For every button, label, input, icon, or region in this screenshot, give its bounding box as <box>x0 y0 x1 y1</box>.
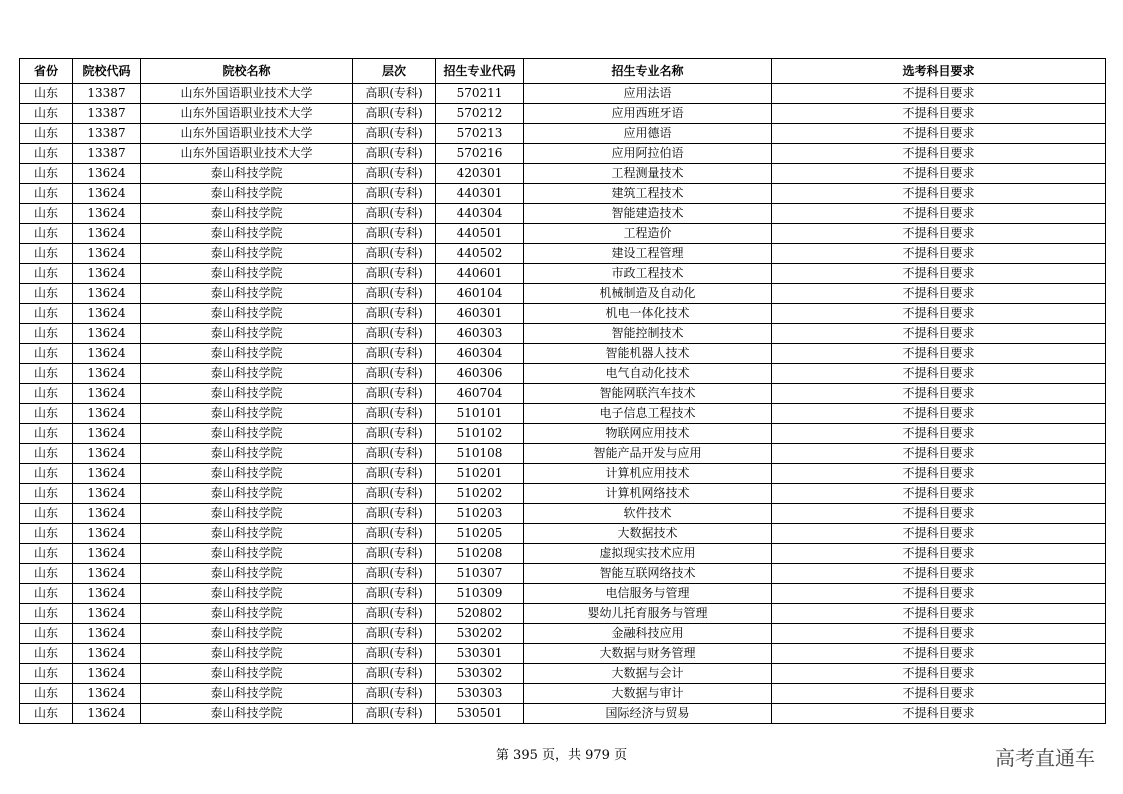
cell-major-name: 计算机网络技术 <box>524 484 772 504</box>
cell-subject-requirement: 不提科目要求 <box>772 704 1106 724</box>
cell-province: 山东 <box>20 144 73 164</box>
table-row <box>20 184 1106 204</box>
cell-subject-requirement: 不提科目要求 <box>772 144 1106 164</box>
cell-level: 高职(专科) <box>353 504 436 524</box>
cell-major-name: 智能互联网络技术 <box>524 564 772 584</box>
cell-subject-requirement: 不提科目要求 <box>772 424 1106 444</box>
table-row <box>20 244 1106 264</box>
cell-major-code: 530303 <box>436 684 524 704</box>
cell-school-code: 13624 <box>73 684 141 704</box>
cell-subject-requirement: 不提科目要求 <box>772 284 1106 304</box>
cell-school-name: 泰山科技学院 <box>141 564 353 584</box>
cell-subject-requirement: 不提科目要求 <box>772 384 1106 404</box>
cell-school-name: 泰山科技学院 <box>141 684 353 704</box>
cell-school-name: 泰山科技学院 <box>141 264 353 284</box>
cell-subject-requirement: 不提科目要求 <box>772 324 1106 344</box>
cell-school-code: 13624 <box>73 284 141 304</box>
header-school-code: 院校代码 <box>73 59 141 84</box>
cell-major-name: 国际经济与贸易 <box>524 704 772 724</box>
cell-subject-requirement: 不提科目要求 <box>772 204 1106 224</box>
cell-subject-requirement: 不提科目要求 <box>772 664 1106 684</box>
cell-major-name: 智能建造技术 <box>524 204 772 224</box>
cell-school-code: 13624 <box>73 384 141 404</box>
cell-major-name: 应用法语 <box>524 84 772 104</box>
table-row <box>20 504 1106 524</box>
table-row <box>20 524 1106 544</box>
cell-major-code: 530302 <box>436 664 524 684</box>
table-row <box>20 464 1106 484</box>
cell-level: 高职(专科) <box>353 264 436 284</box>
table-row <box>20 364 1106 384</box>
cell-province: 山东 <box>20 564 73 584</box>
table-row <box>20 644 1106 664</box>
cell-major-code: 570216 <box>436 144 524 164</box>
cell-school-code: 13624 <box>73 184 141 204</box>
cell-school-code: 13624 <box>73 404 141 424</box>
cell-subject-requirement: 不提科目要求 <box>772 584 1106 604</box>
cell-level: 高职(专科) <box>353 384 436 404</box>
cell-level: 高职(专科) <box>353 224 436 244</box>
cell-major-name: 智能产品开发与应用 <box>524 444 772 464</box>
table-row <box>20 124 1106 144</box>
cell-subject-requirement: 不提科目要求 <box>772 404 1106 424</box>
cell-major-code: 510201 <box>436 464 524 484</box>
cell-major-name: 电气自动化技术 <box>524 364 772 384</box>
cell-province: 山东 <box>20 624 73 644</box>
table-header-row <box>20 59 1106 84</box>
table-row <box>20 484 1106 504</box>
cell-province: 山东 <box>20 644 73 664</box>
cell-major-code: 520802 <box>436 604 524 624</box>
cell-school-name: 泰山科技学院 <box>141 204 353 224</box>
cell-level: 高职(专科) <box>353 144 436 164</box>
cell-school-name: 泰山科技学院 <box>141 704 353 724</box>
cell-major-name: 电信服务与管理 <box>524 584 772 604</box>
cell-school-code: 13624 <box>73 564 141 584</box>
table-row <box>20 704 1106 724</box>
header-major-name: 招生专业名称 <box>524 59 772 84</box>
cell-school-name: 泰山科技学院 <box>141 624 353 644</box>
cell-subject-requirement: 不提科目要求 <box>772 304 1106 324</box>
cell-subject-requirement: 不提科目要求 <box>772 164 1106 184</box>
cell-school-name: 泰山科技学院 <box>141 384 353 404</box>
table-row <box>20 424 1106 444</box>
cell-level: 高职(专科) <box>353 124 436 144</box>
cell-level: 高职(专科) <box>353 544 436 564</box>
cell-major-code: 570212 <box>436 104 524 124</box>
header-province: 省份 <box>20 59 73 84</box>
cell-school-code: 13387 <box>73 84 141 104</box>
cell-province: 山东 <box>20 164 73 184</box>
cell-school-code: 13624 <box>73 424 141 444</box>
cell-major-name: 工程造价 <box>524 224 772 244</box>
cell-school-code: 13624 <box>73 164 141 184</box>
cell-school-code: 13624 <box>73 244 141 264</box>
table-row <box>20 84 1106 104</box>
cell-major-code: 440501 <box>436 224 524 244</box>
cell-major-code: 530202 <box>436 624 524 644</box>
cell-major-name: 大数据与财务管理 <box>524 644 772 664</box>
cell-school-name: 泰山科技学院 <box>141 164 353 184</box>
cell-major-code: 530501 <box>436 704 524 724</box>
cell-major-name: 婴幼儿托育服务与管理 <box>524 604 772 624</box>
table-row <box>20 164 1106 184</box>
cell-level: 高职(专科) <box>353 324 436 344</box>
cell-major-name: 机电一体化技术 <box>524 304 772 324</box>
cell-province: 山东 <box>20 184 73 204</box>
cell-level: 高职(专科) <box>353 664 436 684</box>
cell-level: 高职(专科) <box>353 184 436 204</box>
cell-school-code: 13624 <box>73 444 141 464</box>
cell-school-name: 泰山科技学院 <box>141 464 353 484</box>
cell-school-code: 13624 <box>73 224 141 244</box>
cell-school-name: 泰山科技学院 <box>141 504 353 524</box>
cell-major-code: 440304 <box>436 204 524 224</box>
cell-province: 山东 <box>20 464 73 484</box>
cell-level: 高职(专科) <box>353 104 436 124</box>
cell-school-code: 13624 <box>73 464 141 484</box>
cell-school-name: 山东外国语职业技术大学 <box>141 104 353 124</box>
cell-subject-requirement: 不提科目要求 <box>772 464 1106 484</box>
cell-province: 山东 <box>20 424 73 444</box>
cell-school-name: 山东外国语职业技术大学 <box>141 124 353 144</box>
cell-major-code: 530301 <box>436 644 524 664</box>
watermark: 高考直通车 <box>995 746 1095 770</box>
cell-subject-requirement: 不提科目要求 <box>772 444 1106 464</box>
cell-level: 高职(专科) <box>353 624 436 644</box>
cell-school-code: 13624 <box>73 524 141 544</box>
cell-province: 山东 <box>20 324 73 344</box>
cell-major-code: 570213 <box>436 124 524 144</box>
cell-major-code: 420301 <box>436 164 524 184</box>
cell-major-name: 建设工程管理 <box>524 244 772 264</box>
cell-province: 山东 <box>20 604 73 624</box>
cell-major-name: 市政工程技术 <box>524 264 772 284</box>
cell-subject-requirement: 不提科目要求 <box>772 504 1106 524</box>
cell-province: 山东 <box>20 124 73 144</box>
cell-school-name: 泰山科技学院 <box>141 444 353 464</box>
table-row <box>20 264 1106 284</box>
admissions-table <box>19 58 1106 724</box>
table-row <box>20 544 1106 564</box>
cell-level: 高职(专科) <box>353 644 436 664</box>
cell-level: 高职(专科) <box>353 344 436 364</box>
cell-school-code: 13624 <box>73 344 141 364</box>
cell-school-name: 泰山科技学院 <box>141 604 353 624</box>
cell-school-name: 泰山科技学院 <box>141 644 353 664</box>
cell-school-code: 13624 <box>73 704 141 724</box>
cell-school-code: 13624 <box>73 664 141 684</box>
cell-major-name: 计算机应用技术 <box>524 464 772 484</box>
table-row <box>20 344 1106 364</box>
cell-province: 山东 <box>20 704 73 724</box>
cell-school-code: 13624 <box>73 484 141 504</box>
cell-level: 高职(专科) <box>353 484 436 504</box>
cell-school-name: 泰山科技学院 <box>141 324 353 344</box>
cell-level: 高职(专科) <box>353 304 436 324</box>
table-row <box>20 584 1106 604</box>
cell-school-code: 13387 <box>73 104 141 124</box>
cell-major-code: 460306 <box>436 364 524 384</box>
cell-subject-requirement: 不提科目要求 <box>772 544 1106 564</box>
cell-level: 高职(专科) <box>353 364 436 384</box>
cell-major-code: 460303 <box>436 324 524 344</box>
cell-level: 高职(专科) <box>353 404 436 424</box>
cell-school-name: 泰山科技学院 <box>141 584 353 604</box>
cell-subject-requirement: 不提科目要求 <box>772 104 1106 124</box>
cell-major-name: 应用西班牙语 <box>524 104 772 124</box>
cell-school-name: 泰山科技学院 <box>141 284 353 304</box>
cell-province: 山东 <box>20 584 73 604</box>
cell-subject-requirement: 不提科目要求 <box>772 344 1106 364</box>
cell-school-code: 13624 <box>73 624 141 644</box>
table-row <box>20 384 1106 404</box>
cell-major-name: 虚拟现实技术应用 <box>524 544 772 564</box>
cell-major-name: 应用阿拉伯语 <box>524 144 772 164</box>
table-row <box>20 284 1106 304</box>
cell-major-name: 工程测量技术 <box>524 164 772 184</box>
cell-school-code: 13624 <box>73 364 141 384</box>
cell-major-name: 软件技术 <box>524 504 772 524</box>
cell-major-name: 大数据与会计 <box>524 664 772 684</box>
header-school-name: 院校名称 <box>141 59 353 84</box>
cell-subject-requirement: 不提科目要求 <box>772 184 1106 204</box>
cell-level: 高职(专科) <box>353 604 436 624</box>
cell-province: 山东 <box>20 544 73 564</box>
header-subject-requirement: 选考科目要求 <box>772 59 1106 84</box>
cell-school-name: 泰山科技学院 <box>141 424 353 444</box>
cell-school-name: 泰山科技学院 <box>141 184 353 204</box>
cell-level: 高职(专科) <box>353 524 436 544</box>
cell-subject-requirement: 不提科目要求 <box>772 564 1106 584</box>
cell-province: 山东 <box>20 224 73 244</box>
cell-major-name: 智能机器人技术 <box>524 344 772 364</box>
cell-school-name: 泰山科技学院 <box>141 344 353 364</box>
cell-province: 山东 <box>20 344 73 364</box>
cell-level: 高职(专科) <box>353 244 436 264</box>
table-row <box>20 564 1106 584</box>
cell-province: 山东 <box>20 404 73 424</box>
cell-level: 高职(专科) <box>353 584 436 604</box>
table-row <box>20 204 1106 224</box>
cell-level: 高职(专科) <box>353 84 436 104</box>
cell-level: 高职(专科) <box>353 284 436 304</box>
cell-subject-requirement: 不提科目要求 <box>772 364 1106 384</box>
cell-subject-requirement: 不提科目要求 <box>772 624 1106 644</box>
cell-major-code: 510205 <box>436 524 524 544</box>
cell-school-name: 泰山科技学院 <box>141 524 353 544</box>
cell-school-code: 13624 <box>73 304 141 324</box>
cell-school-name: 泰山科技学院 <box>141 304 353 324</box>
cell-major-code: 440301 <box>436 184 524 204</box>
cell-major-code: 510202 <box>436 484 524 504</box>
cell-province: 山东 <box>20 684 73 704</box>
cell-school-code: 13624 <box>73 604 141 624</box>
cell-subject-requirement: 不提科目要求 <box>772 684 1106 704</box>
cell-subject-requirement: 不提科目要求 <box>772 644 1106 664</box>
cell-province: 山东 <box>20 284 73 304</box>
cell-major-code: 510108 <box>436 444 524 464</box>
cell-school-name: 泰山科技学院 <box>141 544 353 564</box>
table-row <box>20 604 1106 624</box>
cell-major-name: 智能网联汽车技术 <box>524 384 772 404</box>
table-row <box>20 224 1106 244</box>
cell-school-name: 泰山科技学院 <box>141 224 353 244</box>
cell-major-name: 大数据与审计 <box>524 684 772 704</box>
cell-province: 山东 <box>20 244 73 264</box>
cell-level: 高职(专科) <box>353 204 436 224</box>
cell-subject-requirement: 不提科目要求 <box>772 524 1106 544</box>
cell-school-code: 13387 <box>73 124 141 144</box>
cell-subject-requirement: 不提科目要求 <box>772 84 1106 104</box>
cell-major-name: 应用德语 <box>524 124 772 144</box>
cell-level: 高职(专科) <box>353 464 436 484</box>
cell-subject-requirement: 不提科目要求 <box>772 224 1106 244</box>
cell-school-code: 13387 <box>73 144 141 164</box>
cell-school-code: 13624 <box>73 544 141 564</box>
cell-school-name: 山东外国语职业技术大学 <box>141 84 353 104</box>
cell-level: 高职(专科) <box>353 424 436 444</box>
cell-subject-requirement: 不提科目要求 <box>772 244 1106 264</box>
cell-province: 山东 <box>20 484 73 504</box>
table-row <box>20 104 1106 124</box>
cell-school-code: 13624 <box>73 324 141 344</box>
cell-major-code: 460104 <box>436 284 524 304</box>
cell-major-code: 510208 <box>436 544 524 564</box>
table-row <box>20 304 1106 324</box>
cell-major-code: 460704 <box>436 384 524 404</box>
cell-major-code: 510309 <box>436 584 524 604</box>
cell-school-name: 山东外国语职业技术大学 <box>141 144 353 164</box>
cell-subject-requirement: 不提科目要求 <box>772 484 1106 504</box>
cell-province: 山东 <box>20 84 73 104</box>
cell-province: 山东 <box>20 504 73 524</box>
cell-school-code: 13624 <box>73 584 141 604</box>
cell-major-name: 金融科技应用 <box>524 624 772 644</box>
cell-school-name: 泰山科技学院 <box>141 404 353 424</box>
cell-province: 山东 <box>20 264 73 284</box>
cell-subject-requirement: 不提科目要求 <box>772 604 1106 624</box>
header-level: 层次 <box>353 59 436 84</box>
header-major-code: 招生专业代码 <box>436 59 524 84</box>
table-row <box>20 324 1106 344</box>
cell-province: 山东 <box>20 204 73 224</box>
cell-level: 高职(专科) <box>353 564 436 584</box>
cell-major-name: 建筑工程技术 <box>524 184 772 204</box>
cell-major-name: 智能控制技术 <box>524 324 772 344</box>
cell-subject-requirement: 不提科目要求 <box>772 264 1106 284</box>
cell-province: 山东 <box>20 664 73 684</box>
table-row <box>20 444 1106 464</box>
table-row <box>20 664 1106 684</box>
cell-school-code: 13624 <box>73 504 141 524</box>
cell-school-code: 13624 <box>73 264 141 284</box>
cell-school-name: 泰山科技学院 <box>141 484 353 504</box>
cell-level: 高职(专科) <box>353 444 436 464</box>
cell-major-name: 机械制造及自动化 <box>524 284 772 304</box>
table-row <box>20 684 1106 704</box>
cell-major-code: 510203 <box>436 504 524 524</box>
cell-school-name: 泰山科技学院 <box>141 244 353 264</box>
table-row <box>20 404 1106 424</box>
cell-major-name: 大数据技术 <box>524 524 772 544</box>
cell-province: 山东 <box>20 384 73 404</box>
cell-school-name: 泰山科技学院 <box>141 364 353 384</box>
table-row <box>20 624 1106 644</box>
table-row <box>20 144 1106 164</box>
page-number: 第 395 页，共 979 页 <box>495 748 628 763</box>
cell-school-name: 泰山科技学院 <box>141 664 353 684</box>
cell-province: 山东 <box>20 524 73 544</box>
cell-major-name: 电子信息工程技术 <box>524 404 772 424</box>
cell-level: 高职(专科) <box>353 684 436 704</box>
cell-major-code: 460301 <box>436 304 524 324</box>
cell-subject-requirement: 不提科目要求 <box>772 124 1106 144</box>
cell-major-code: 440601 <box>436 264 524 284</box>
cell-province: 山东 <box>20 444 73 464</box>
cell-major-code: 510102 <box>436 424 524 444</box>
cell-major-code: 510101 <box>436 404 524 424</box>
cell-major-code: 440502 <box>436 244 524 264</box>
cell-level: 高职(专科) <box>353 164 436 184</box>
cell-school-code: 13624 <box>73 204 141 224</box>
cell-major-code: 510307 <box>436 564 524 584</box>
cell-major-code: 570211 <box>436 84 524 104</box>
cell-major-code: 460304 <box>436 344 524 364</box>
cell-level: 高职(专科) <box>353 704 436 724</box>
table-body <box>20 84 1106 724</box>
cell-school-code: 13624 <box>73 644 141 664</box>
cell-province: 山东 <box>20 104 73 124</box>
cell-province: 山东 <box>20 364 73 384</box>
cell-major-name: 物联网应用技术 <box>524 424 772 444</box>
cell-province: 山东 <box>20 304 73 324</box>
